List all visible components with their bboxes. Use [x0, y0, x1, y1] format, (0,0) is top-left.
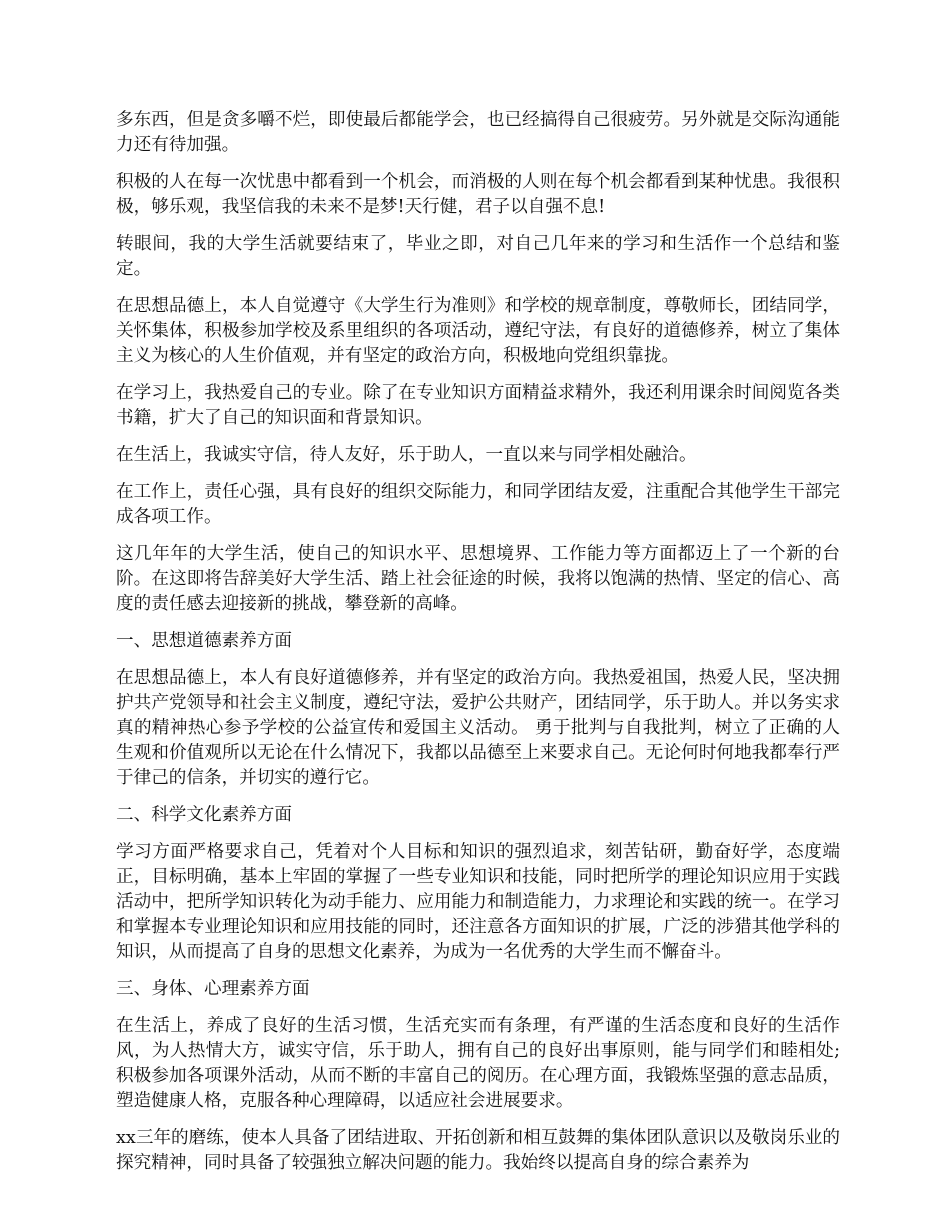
paragraph-moral-section: 在思想品德上，本人有良好道德修养，并有坚定的政治方向。我热爱祖国，热爱人民，坚决拥护共产党领导和社会主义制度，遵纪守法，爱护公共财产，团结同学，乐于助人。并以务实求真的精神热心参予学校的公益宣传和爱国主义活动。 勇于批判与自我批判，树立了正确的人生观和价值观所以无论在什么情况下，我都以品德至上来要求自己。无论何时何地我都奉行严于律己的信条，并切实的遵行它。 — [116, 668, 840, 788]
paragraph-life: 在生活上，我诚实守信，待人友好，乐于助人，一直以来与同学相处融洽。 — [116, 445, 697, 465]
paragraph-three-years: xx三年的磨练，使本人具备了团结进取、开拓创新和相互鼓舞的集体团队意识以及敬岗乐业的探究精神，同时具备了较强独立解决问题的能力。我始终以提高自身的综合素养为 — [116, 1128, 840, 1173]
section-heading-body-mind: 三、身体、心理素养方面 — [116, 979, 310, 999]
section-heading-moral: 一、思想道德素养方面 — [116, 631, 292, 651]
paragraph-intro-continuation: 多东西，但是贪多嚼不烂，即使最后都能学会，也已经搞得自己很疲劳。另外就是交际沟通能力还有待加强。 — [116, 110, 840, 155]
paragraph-body-mind-section: 在生活上，养成了良好的生活习惯，生活充实而有条理，有严谨的生活态度和良好的生活作风，为人热情大方，诚实守信，乐于助人，拥有自己的良好出事原则，能与同学们和睦相处;积极参加各项课外活动，从而不断的丰富自己的阅历。在心理方面，我锻炼坚强的意志品质，塑造健康人格，克服各种心理障碍，以适应社会进展要求。 — [116, 1016, 840, 1111]
paragraph-summary: 这几年年的大学生活，使自己的知识水平、思想境界、工作能力等方面都迈上了一个新的台阶。在这即将告辞美好大学生活、踏上社会征途的时候，我将以饱满的热情、坚定的信心、高度的责任感去迎接新的挑战，攀登新的高峰。 — [116, 544, 840, 614]
section-heading-science: 二、科学文化素养方面 — [116, 805, 292, 825]
paragraph-study: 在学习上，我热爱自己的专业。除了在专业知识方面精益求精外，我还利用课余时间阅览各类书籍，扩大了自己的知识面和背景知识。 — [116, 383, 840, 428]
paragraph-work: 在工作上，责任心强，具有良好的组织交际能力，和同学团结友爱，注重配合其他学生干部完成各项工作。 — [116, 482, 840, 527]
paragraph-science-section: 学习方面严格要求自己，凭着对个人目标和知识的强烈追求，刻苦钻研，勤奋好学，态度端正，目标明确，基本上牢固的掌握了一些专业知识和技能，同时把所学的理论知识应用于实践活动中，把所学知识转化为动手能力、应用能力和制造能力，力求理论和实践的统一。在学习和掌握本专业理论知识和应用技能的同时，还注意各方面知识的扩展，广泛的涉猎其他学科的知识，从而提高了自身的思想文化素养，为成为一名优秀的大学生而不懈奋斗。 — [116, 842, 840, 962]
document-body — [116, 108, 840, 1188]
paragraph-graduation: 转眼间，我的大学生活就要结束了，毕业之即，对自己几年来的学习和生活作一个总结和鉴定。 — [116, 234, 840, 279]
paragraph-moral-character: 在思想品德上，本人自觉遵守《大学生行为准则》和学校的规章制度，尊敬师长，团结同学，关怀集体，积极参加学校及系里组织的各项活动，遵纪守法，有良好的道德修养，树立了集体主义为核心的人生价值观，并有坚定的政治方向，积极地向党组织靠拢。 — [116, 296, 840, 366]
paragraph-optimism: 积极的人在每一次忧患中都看到一个机会，而消极的人则在每个机会都看到某种忧患。我很积极，够乐观，我坚信我的未来不是梦!天行健，君子以自强不息! — [116, 172, 840, 217]
